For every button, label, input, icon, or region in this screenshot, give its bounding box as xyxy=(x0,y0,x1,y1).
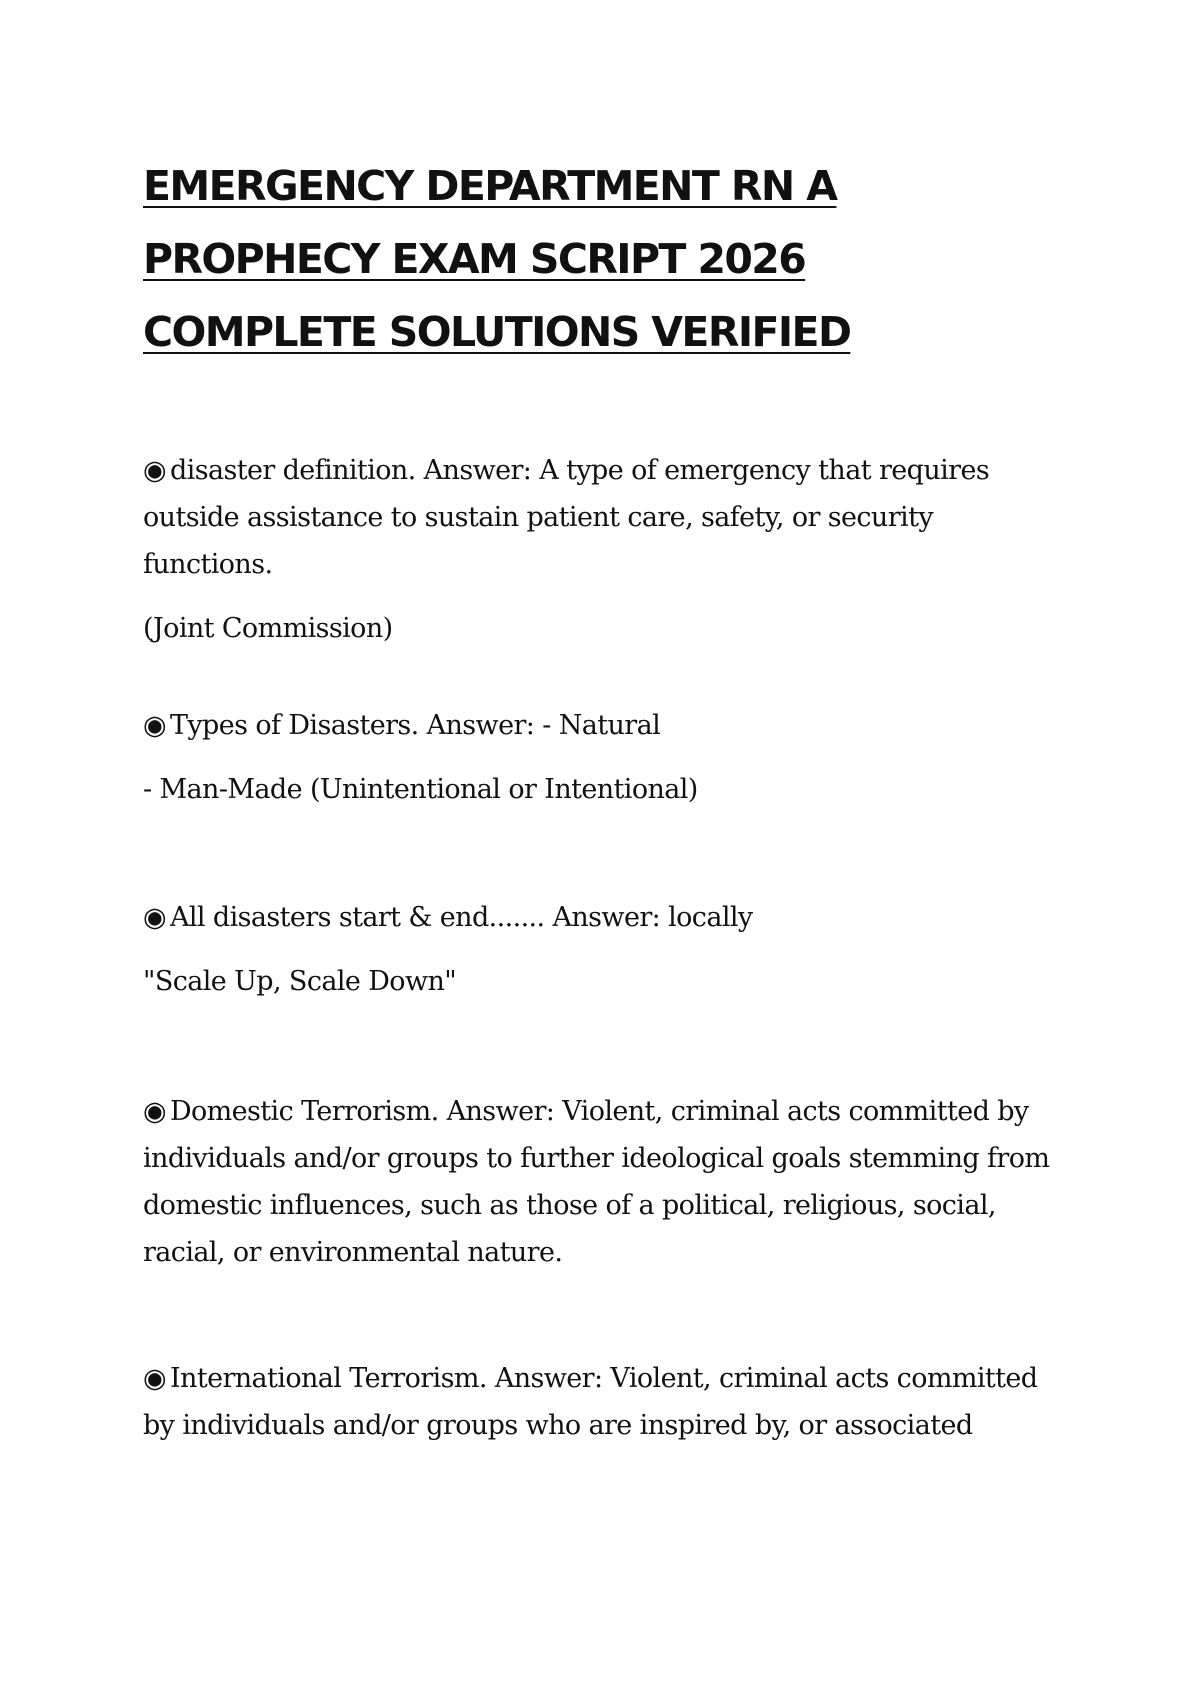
radio-bullet-icon: ◉ xyxy=(143,1096,166,1127)
qa-question-answer: ◉ disaster definition. Answer: A type of emergency that requires outside assistance to sustain patient care, safety, or security functions. xyxy=(143,455,990,580)
qa-continuation: (Joint Commission) xyxy=(143,613,393,644)
qa-question-answer: ◉ Types of Disasters. Answer: - Natural xyxy=(143,710,661,741)
radio-bullet-icon: ◉ xyxy=(143,455,166,486)
qa-item-types-of-disasters xyxy=(143,702,1063,813)
radio-bullet-icon: ◉ xyxy=(143,710,166,741)
qa-item-disasters-start-end xyxy=(143,894,1063,1005)
qa-continuation: - Man-Made (Unintentional or Intentional) xyxy=(143,774,698,805)
radio-bullet-icon: ◉ xyxy=(143,1363,166,1394)
document-page xyxy=(143,150,1083,1441)
qa-item-domestic-terrorism xyxy=(143,1088,1063,1276)
qa-question-answer: ◉ International Terrorism. Answer: Violent, criminal acts committed by individuals and/or groups who are inspired by, or associated xyxy=(143,1363,1038,1441)
qa-question-answer: ◉ Domestic Terrorism. Answer: Violent, criminal acts committed by individuals and/or groups to further ideological goals stemming from domestic influences, such as those of a political, religious, social, racial, or environmental nature. xyxy=(143,1096,1050,1268)
qa-item-disaster-definition xyxy=(143,447,1063,652)
qa-item-international-terrorism xyxy=(143,1355,1063,1449)
radio-bullet-icon: ◉ xyxy=(143,902,166,933)
qa-continuation: "Scale Up, Scale Down" xyxy=(143,966,457,997)
document-title: EMERGENCY DEPARTMENT RN A PROPHECY EXAM SCRIPT 2026 COMPLETE SOLUTIONS VERIFIED xyxy=(143,162,851,356)
qa-question-answer: ◉ All disasters start & end....... Answer: locally xyxy=(143,902,753,933)
